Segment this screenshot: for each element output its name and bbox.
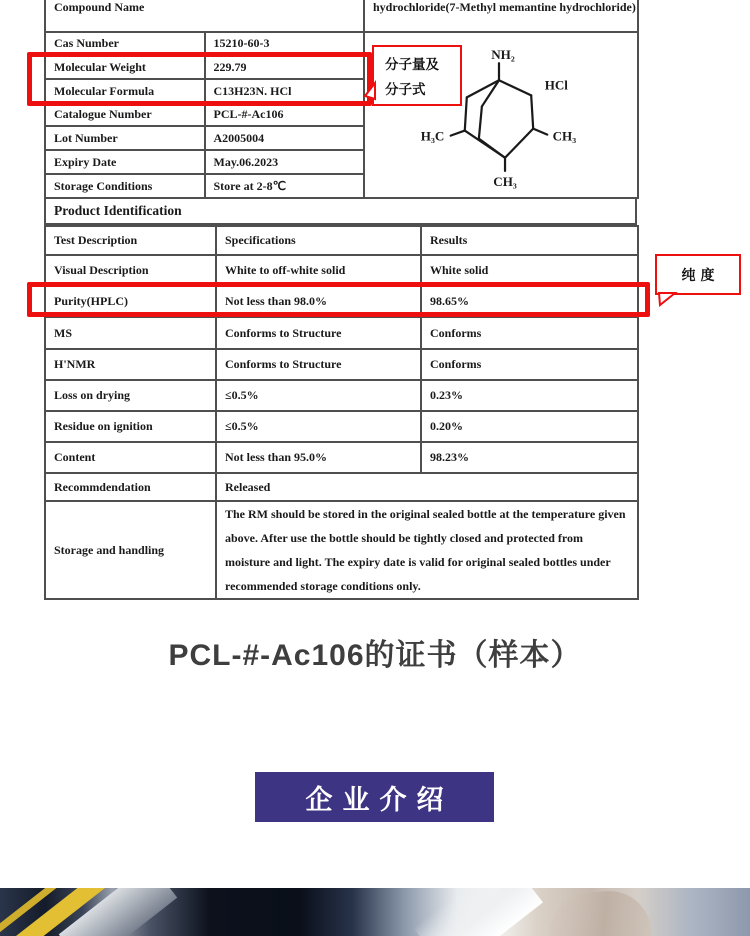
row-label: Expiry Date bbox=[45, 150, 205, 174]
table-row bbox=[45, 317, 638, 349]
result-value: 98.65% bbox=[421, 286, 638, 317]
test-name: Storage and handling bbox=[45, 501, 216, 599]
row-value: A2005004 bbox=[205, 126, 365, 150]
storage-handling-text: The RM should be stored in the original sealed bottle at the temperature given above. After use the bottle should be tightly closed and protected from moisture and light. The expiry date is valid for original sealed bottles under recommended storage conditions only. bbox=[216, 501, 638, 599]
row-label: Lot Number bbox=[45, 126, 205, 150]
table-row bbox=[45, 380, 638, 411]
amine-label: NH₂ bbox=[491, 47, 515, 63]
result-value: Conforms bbox=[421, 317, 638, 349]
section-header: Product Identification bbox=[44, 199, 637, 225]
table-header-row bbox=[45, 226, 638, 255]
column-header: Specifications bbox=[216, 226, 421, 255]
table-row bbox=[45, 442, 638, 473]
spec-value: Not less than 95.0% bbox=[216, 442, 421, 473]
certificate-caption: PCL-#-Ac106的证书（样本） bbox=[168, 639, 582, 672]
methyl-left-label: H₃C bbox=[420, 128, 445, 144]
row-value: May.06.2023 bbox=[205, 150, 365, 174]
row-label: Molecular Formula bbox=[45, 79, 205, 103]
photo-gloved-hand bbox=[546, 888, 652, 936]
row-value: 15210-60-3 bbox=[205, 32, 365, 55]
row-value: 229.79 bbox=[205, 55, 365, 79]
column-header: Test Description bbox=[45, 226, 216, 255]
company-intro-banner[interactable]: 企业介绍 bbox=[255, 772, 494, 822]
company-photo-strip bbox=[0, 888, 750, 936]
spec-value: Conforms to Structure bbox=[216, 349, 421, 380]
photo-light-sweep bbox=[413, 888, 543, 936]
column-header: Results bbox=[421, 226, 638, 255]
callout-purity bbox=[655, 254, 741, 295]
result-value: Conforms bbox=[421, 349, 638, 380]
result-value: 0.23% bbox=[421, 380, 638, 411]
row-label: Catalogue Number bbox=[45, 103, 205, 126]
row-label: Molecular Weight bbox=[45, 55, 205, 79]
spec-value: ≤0.5% bbox=[216, 380, 421, 411]
test-name: Content bbox=[45, 442, 216, 473]
callout-tail bbox=[364, 81, 375, 101]
adamantane-cage bbox=[451, 63, 548, 171]
highlight-box-purity bbox=[27, 282, 650, 317]
test-name: Loss on drying bbox=[45, 380, 216, 411]
table-row bbox=[45, 473, 638, 501]
callout-text-line: 分子式 bbox=[385, 82, 426, 97]
row-value: Store at 2-8℃ bbox=[205, 174, 365, 198]
callout-molecular bbox=[372, 45, 462, 106]
test-name: Visual Description bbox=[45, 255, 216, 286]
test-name: Residue on ignition bbox=[45, 411, 216, 442]
table-row bbox=[45, 411, 638, 442]
hcl-label: HCl bbox=[544, 77, 568, 93]
row-label: Cas Number bbox=[45, 32, 205, 55]
table-row bbox=[45, 349, 638, 380]
result-value: 98.23% bbox=[421, 442, 638, 473]
callout-tail bbox=[657, 292, 677, 306]
row-label: Storage Conditions bbox=[45, 174, 205, 198]
recommendation-value: Released bbox=[216, 473, 638, 501]
spec-value: ≤0.5% bbox=[216, 411, 421, 442]
test-name: Purity(HPLC) bbox=[45, 286, 216, 317]
test-name: H'NMR bbox=[45, 349, 216, 380]
spec-value: White to off-white solid bbox=[216, 255, 421, 286]
table-row bbox=[45, 501, 638, 599]
test-name: MS bbox=[45, 317, 216, 349]
test-name: Recommdendation bbox=[45, 473, 216, 501]
row-value: C13H23N. HCl bbox=[205, 79, 365, 103]
spec-value: Conforms to Structure bbox=[216, 317, 421, 349]
row-label: Compound Name bbox=[45, 0, 364, 32]
compound-name-text: hydrochloride(7-Methyl memantine hydrochloride) bbox=[373, 0, 636, 14]
result-value: 0.20% bbox=[421, 411, 638, 442]
callout-text-line: 分子量及 bbox=[385, 57, 439, 72]
callout-text: 纯度 bbox=[681, 266, 720, 283]
methyl-right-label: CH₃ bbox=[552, 128, 577, 144]
compound-name-value bbox=[364, 0, 638, 32]
result-value: White solid bbox=[421, 255, 638, 286]
table-row bbox=[45, 0, 638, 32]
row-value: PCL-#-Ac106 bbox=[205, 103, 365, 126]
methyl-bottom-label: CH₃ bbox=[493, 173, 517, 189]
highlight-box-molecular bbox=[27, 52, 372, 106]
spec-value: Not less than 98.0% bbox=[216, 286, 421, 317]
